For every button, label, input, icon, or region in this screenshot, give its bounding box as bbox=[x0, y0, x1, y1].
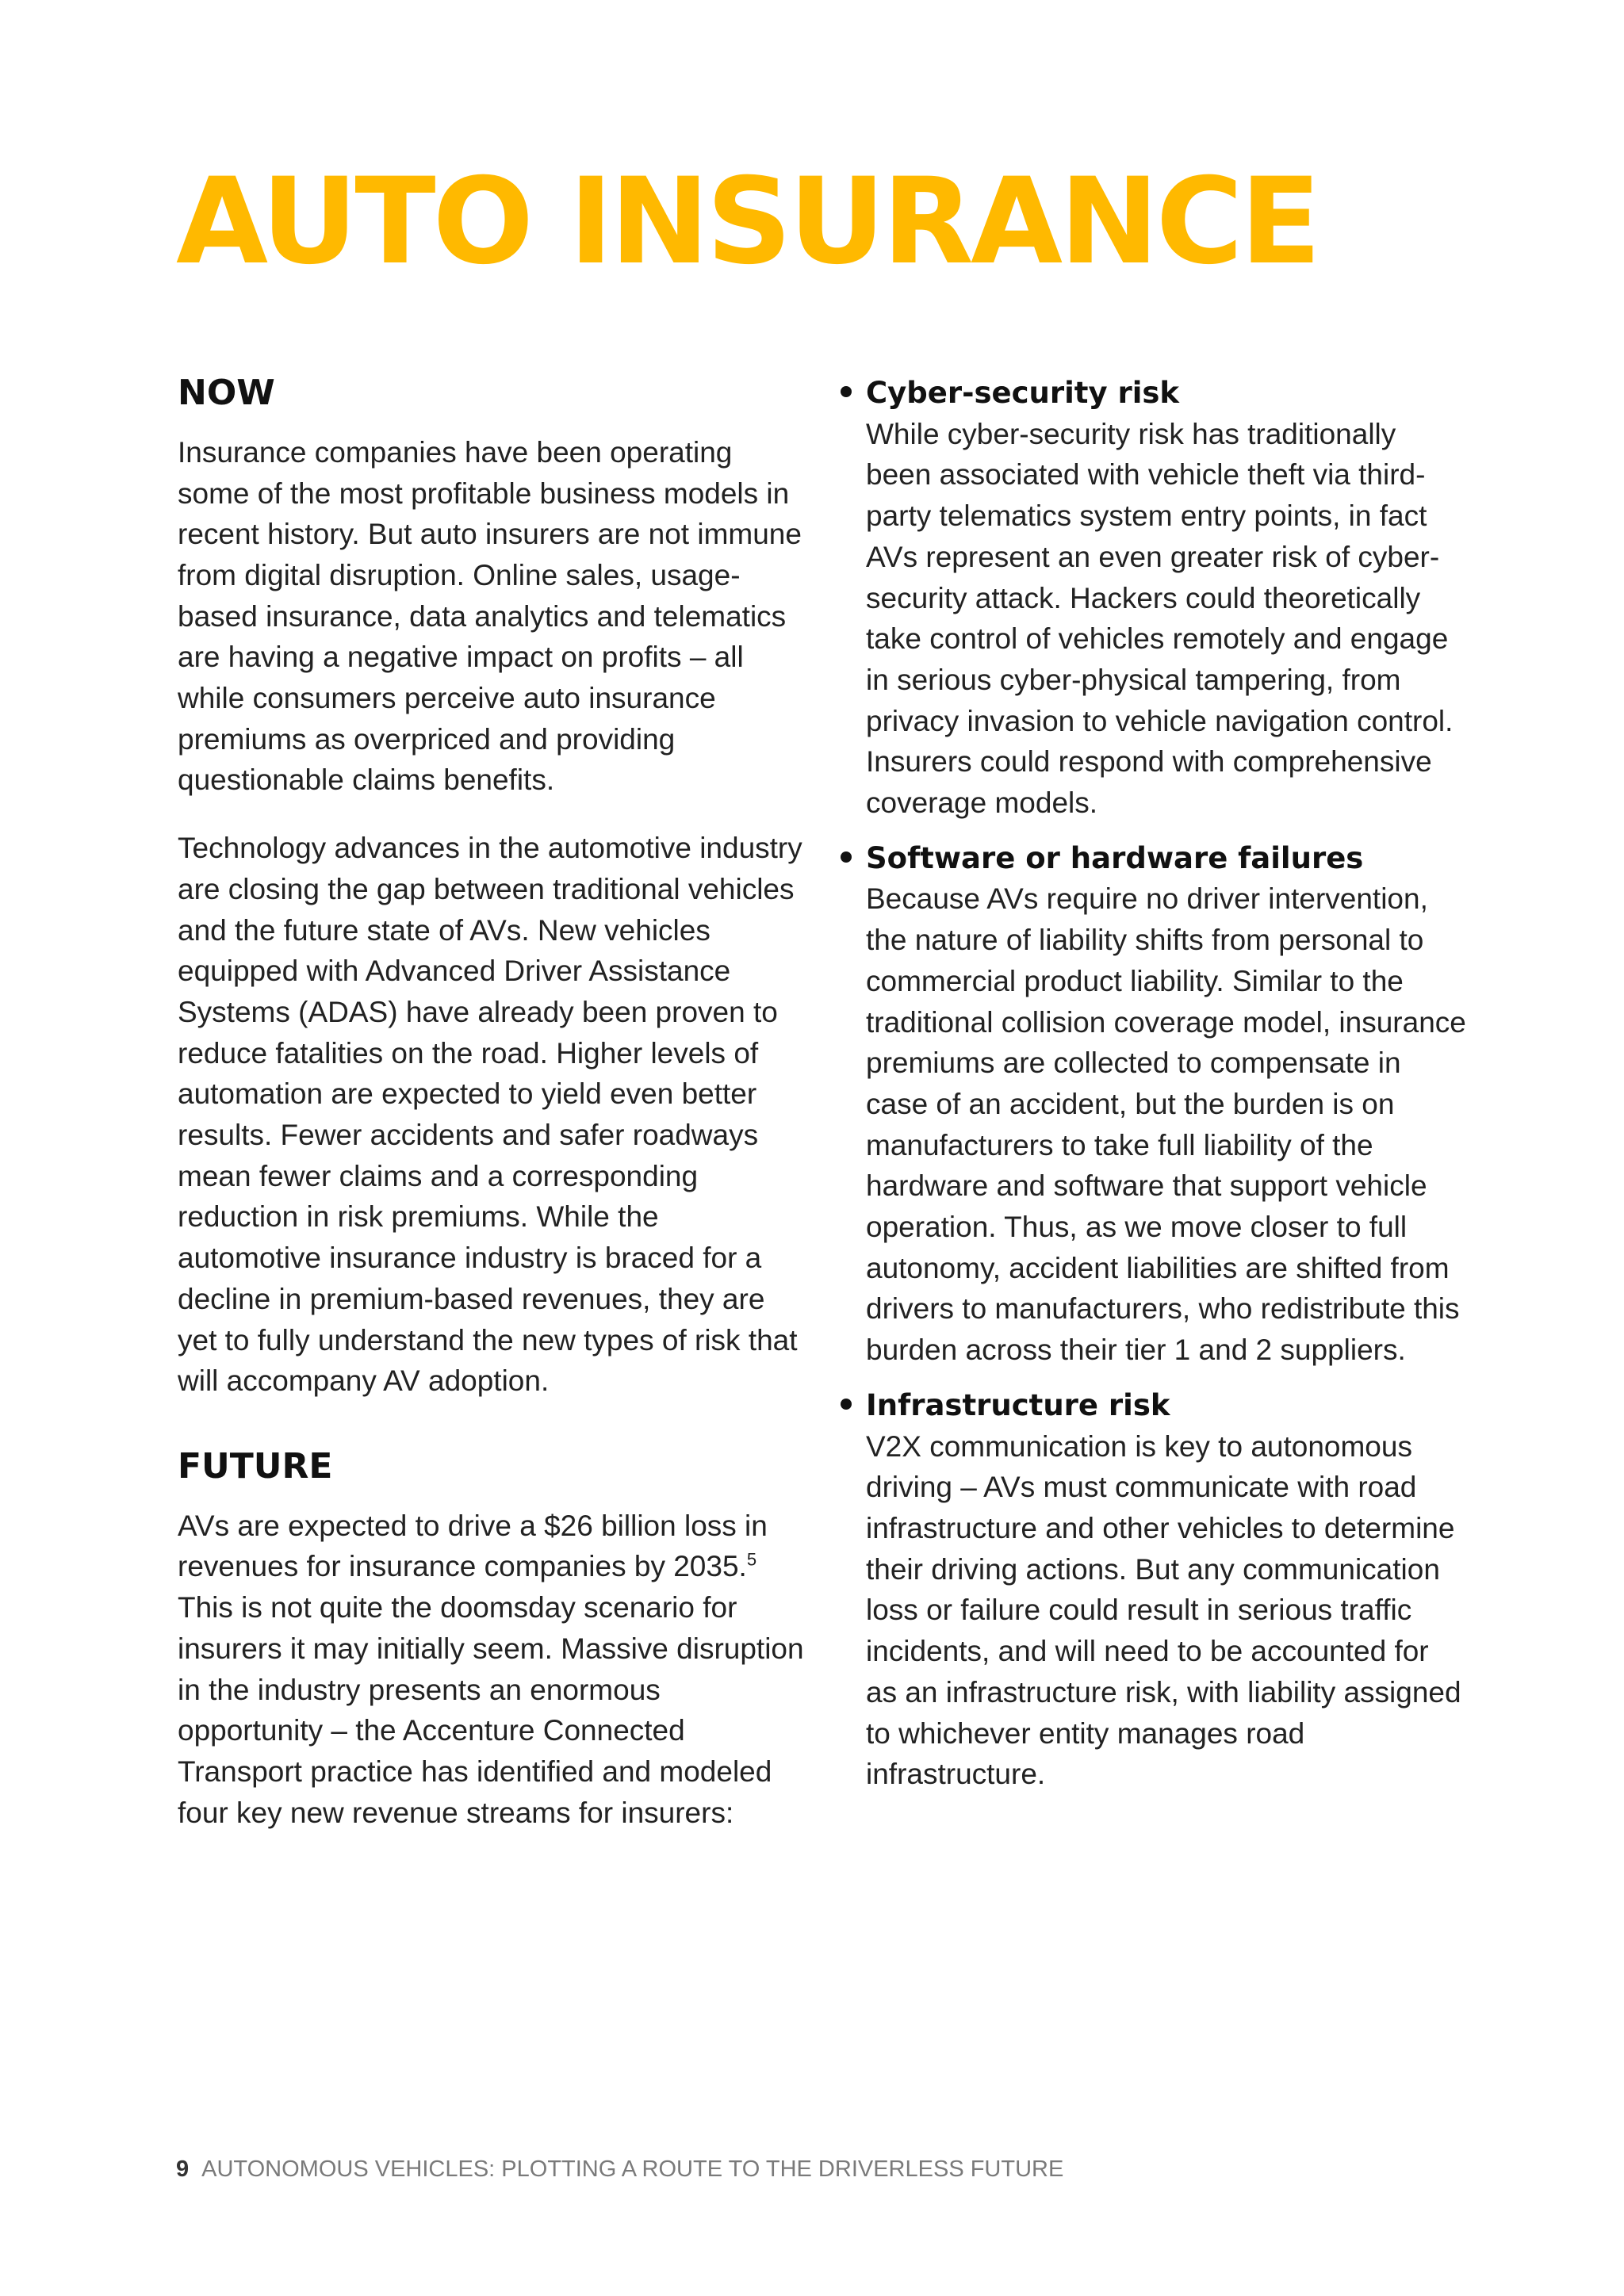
future-paragraph-main: AVs are expected to drive a $26 billion loss in revenues for insurance companies by 2035. bbox=[178, 1509, 768, 1583]
risk-title: Cyber-security risk bbox=[866, 376, 1180, 410]
future-heading: FUTURE bbox=[178, 1445, 333, 1487]
page-number: 9 bbox=[176, 2156, 190, 2182]
future-paragraph-rest: This is not quite the doomsday scenario for insurers it may initially seem. Massive disruption in the industry presents an enormous opportunity – the Accenture Connected Transport practice has identified and modeled four key new revenue streams for insurers: bbox=[178, 1591, 804, 1829]
page-title: AUTO INSURANCE bbox=[176, 153, 1319, 291]
risk-item-infrastructure bbox=[841, 1385, 1467, 1795]
bullet-dot-icon bbox=[841, 386, 852, 397]
risk-item-cyber-security bbox=[841, 373, 1467, 824]
bullet-dot-icon bbox=[841, 851, 852, 863]
risk-item-software-hardware bbox=[841, 838, 1467, 1371]
bullet-dot-icon bbox=[841, 1399, 852, 1410]
now-paragraph-2: Technology advances in the automotive industry are closing the gap between traditional vehicles and the future state of AVs. New vehicles equipped with Advanced Driver Assistance Systems (ADAS) have already been proven to reduce fatalities on the road. Higher levels of automation are expected to yield even better results. Fewer accidents and safer roadways mean fewer claims and a corresponding reduction in risk premiums. While the automotive insurance industry is braced for a decline in premium-based revenues, they are yet to fully understand the new types of risk that will accompany AV adoption. bbox=[178, 832, 802, 1398]
risk-body: V2X communication is key to autonomous driving – AVs must communicate with road infrastructure and other vehicles to determine their driving actions. But any communication loss or failure could result in serious traffic incidents, and will need to be accounted for as an infrastructure risk, with liability assigned to whichever entity manages road infrastructure. bbox=[866, 1429, 1461, 1791]
risk-body: While cyber-security risk has traditionally been associated with vehicle theft via third-party telematics system entry points, in fact AVs represent an even greater risk of cyber-security attack. Hackers could theoretically take control of vehicles remotely and engage in serious cyber-physical tampering, from privacy invasion to vehicle navigation control. Insurers could respond with comprehensive coverage models. bbox=[866, 417, 1454, 820]
now-paragraph-1: Insurance companies have been operating some of the most profitable business models in recent history. But auto insurers are not immune from digital disruption. Online sales, usage-based insurance, data analytics and telematics are having a negative impact on profits – all while consumers perceive auto insurance premiums as overpriced and providing questionable claims benefits. bbox=[178, 435, 802, 797]
footnote-ref: 5 bbox=[746, 1550, 757, 1571]
now-heading: NOW bbox=[178, 373, 275, 413]
left-column bbox=[178, 373, 804, 1860]
page-footer bbox=[176, 2153, 1063, 2185]
risk-title: Software or hardware failures bbox=[866, 840, 1364, 875]
risk-body: Because AVs require no driver intervention, the nature of liability shifts from personal to commercial product liability. Similar to the traditional collision coverage model, insurance premiums are collected to compensate in case of an accident, but the burden is on manufacturers to take full liability of the hardware and software that support vehicle operation. Thus, as we move closer to full autonomy, accident liabilities are shifted from drivers to manufacturers, who redistribute this burden across their tier 1 and 2 suppliers. bbox=[866, 882, 1466, 1367]
risk-title: Infrastructure risk bbox=[866, 1387, 1170, 1422]
publication-title: AUTONOMOUS VEHICLES: PLOTTING A ROUTE TO THE DRIVERLESS FUTURE bbox=[201, 2156, 1064, 2182]
future-paragraph bbox=[178, 1506, 804, 1834]
right-column bbox=[841, 373, 1467, 1809]
